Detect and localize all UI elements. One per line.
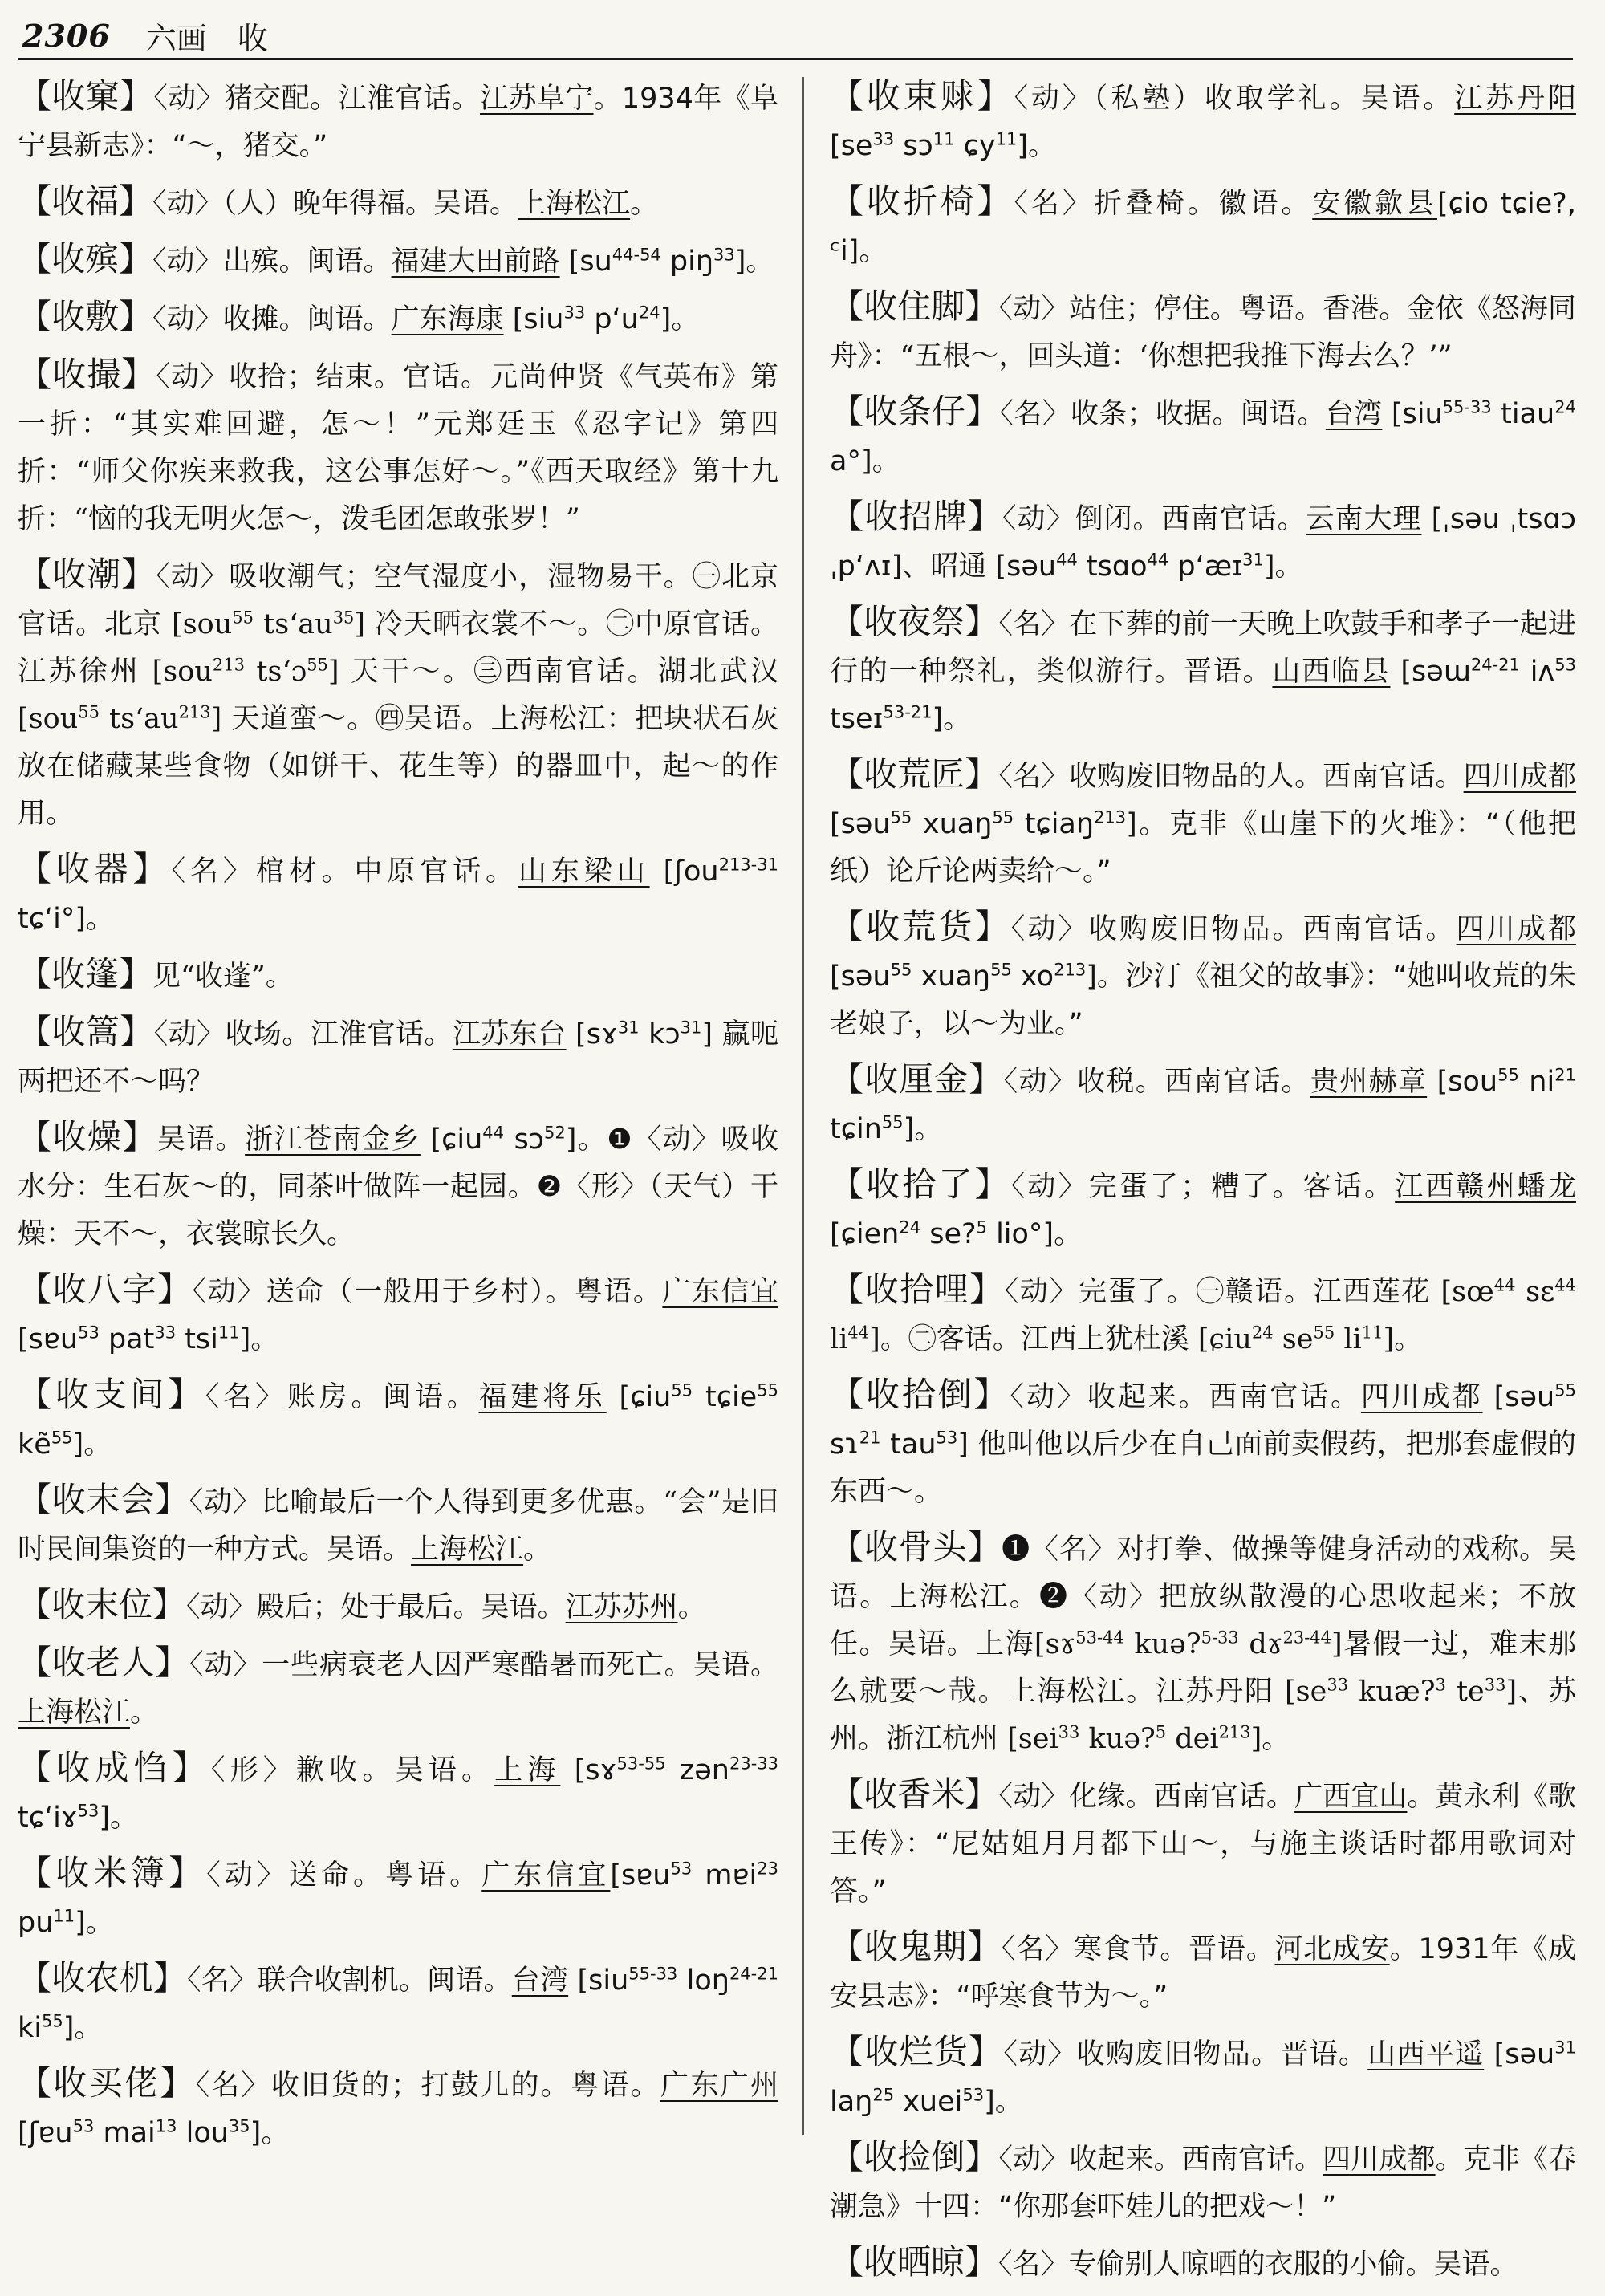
entry-definition: 化缘。西南官话。 [1069, 1781, 1295, 1813]
entry-pronunciation: [ˌsəu ˌtsɑɔ ˌp‘ʌɪ]、昭通 [səu$^{44}$ tsɑo$^{44}$ p‘æɪ$^{31}$]。 [830, 503, 1576, 583]
part-of-speech: 〈动〉 [1003, 2038, 1077, 2070]
dictionary-entry [830, 1266, 1576, 1363]
entry-headword: 【收条仔】 [830, 392, 1000, 431]
entry-definition: 见“收蓬”。 [152, 961, 294, 993]
part-of-speech: 〈动〉 [1003, 1066, 1078, 1098]
entry-headword: 【收撮】 [18, 355, 156, 394]
part-of-speech: 〈名〉 [205, 1381, 287, 1413]
entry-definition: 收起来。西南官话。 [1069, 2144, 1323, 2176]
entry-location: 江苏丹阳 [1454, 83, 1576, 115]
dictionary-entry [18, 1008, 778, 1106]
entry-location: 四川成都 [1456, 913, 1576, 945]
entry-definition: 收摊。闽语。 [222, 303, 392, 335]
dictionary-entry [830, 1055, 1576, 1153]
part-of-speech: 〈名〉 [186, 1965, 258, 1997]
part-of-speech: 〈名〉 [999, 398, 1071, 430]
entry-location: 山西平遥 [1367, 2038, 1485, 2070]
entry-pronunciation: [sɐu$^{53}$ pat$^{33}$ tsi$^{11}$]。 [18, 1323, 279, 1355]
entry-definition: 送命。粤语。 [288, 1859, 482, 1892]
entry-headword: 【收住脚】 [830, 286, 999, 326]
entry-headword: 【收荒匠】 [830, 754, 999, 794]
dictionary-entry [18, 1849, 778, 1947]
entry-pronunciation: [səɯ$^{24-21}$ iʌ$^{53}$ tseɪ$^{53-21}$]。 [830, 655, 1576, 735]
entry-pronunciation: 。1931年《成安县志》：“呼寒食节为～。” [830, 1933, 1576, 2013]
entry-headword: 【收殡】 [18, 239, 153, 278]
part-of-speech: 〈动〉 [1010, 1171, 1089, 1203]
entry-definition: 收场。江淮官话。 [225, 1018, 453, 1050]
entry-definition: 收购废旧物品。晋语。 [1076, 2038, 1368, 2070]
entry-headword: 【收末位】 [18, 1585, 187, 1624]
entry-pronunciation: [sɐu$^{53}$ mɐi$^{23}$ $pu^{11}$]。 [18, 1859, 778, 1939]
part-of-speech: 〈名〉 [998, 608, 1070, 640]
entry-pronunciation: [səu$^{55}$ sɿ$^{21}$ tau$^{53}$] 他叫他以后少在自己面前卖假药，把那套虚假的东西～。 [830, 1380, 1576, 1508]
entry-headword: 【收篷】 [18, 954, 153, 994]
entry-definition: ❶〈名〉对打拳、做操等健身活动的戏称。吴语。上海松江。❷〈动〉把放纵散漫的心思收起来；不放任。吴语。上海[sɤ$^{53-44}$ kuə?$^{5-33}$ dɤ$^{23-44}$]暑假一过，难末那么就要～哉。上海松江。江苏丹阳 [$se^{33}$ kuæ?$^3$ $te^{33}$]、苏州。浙江杭州 [sei$^{33}$ kuə?$^5$ dei$^{213}$]。 [830, 1534, 1576, 1755]
entry-headword: 【收荒货】 [830, 907, 1011, 946]
entry-definition: 吸收潮气；空气湿度小，湿物易干。㊀北京官话。北京 [sou$^{55}$ $ts‘au^{35}$] 冷天晒衣裳不～。㊁中原官话。江苏徐州 [sou$^{213}$ ts‘ɔ$^{55}$] 天干～。㊂西南官话。湖北武汉 [sou$^{55}$ $ts‘au^{213}$] 天道蛮～。㊃吴语。上海松江：把块状石灰放在储藏某些食物（如饼干、花生等）的器皿中，起～的作用。 [18, 561, 778, 830]
entry-headword: 【收拾了】 [830, 1164, 1011, 1204]
entry-headword: 【收篙】 [18, 1012, 154, 1051]
entry-headword: 【收末会】 [18, 1480, 189, 1519]
entry-headword: 【收窠】 [18, 76, 154, 116]
entry-pronunciation: [siu$^{55-33}$ tiau$^{24}$ a°]。 [830, 397, 1576, 477]
entry-location: 广东海康 [391, 303, 504, 335]
entry-headword: 【收拾哩】 [830, 1270, 1005, 1309]
entry-headword: 【收农机】 [18, 1958, 187, 1997]
dictionary-entry [830, 2238, 1576, 2289]
dictionary-entry [18, 551, 778, 838]
page-header [22, 11, 1573, 59]
entry-pronunciation: 。 [523, 1534, 552, 1566]
header-rule [18, 58, 1573, 60]
entry-pronunciation: 。黄永利《歌王传》：“尼姑姐月月都下山～，与施主谈话时都用歌词对答。” [830, 1781, 1576, 1908]
entry-location: 广东信宜 [662, 1276, 778, 1308]
part-of-speech: 〈动〉 [152, 246, 223, 278]
part-of-speech: 〈动〉 [153, 1018, 226, 1050]
entry-pronunciation: [ɕiu$^{55}$ tɕie$^{55}$ kẽ$^{55}$]。 [18, 1380, 778, 1461]
part-of-speech: 〈动〉 [152, 188, 223, 220]
entry-location: 山东梁山 [518, 855, 650, 888]
dictionary-entry [18, 72, 778, 170]
dictionary-entry [18, 845, 778, 943]
dictionary-entry [830, 598, 1576, 743]
part-of-speech: 〈动〉 [156, 361, 230, 393]
part-of-speech: 〈动〉 [189, 1486, 262, 1518]
dictionary-entry [18, 2059, 778, 2157]
entry-pronunciation: [ʃou$^{213-31}$ tɕ‘i°]。 [18, 855, 778, 935]
entry-location: 浙江苍南金乡 [245, 1124, 421, 1156]
entry-headword: 【收鬼期】 [830, 1927, 1002, 1966]
entry-headword: 【收拾倒】 [830, 1375, 1010, 1414]
entry-location: 上海松江 [518, 188, 631, 220]
entry-pronunciation: [sou$^{55}$ $ni^{21}$ tɕin$^{55}$]。 [830, 1065, 1576, 1145]
dictionary-entry [830, 1923, 1576, 2021]
entry-headword: 【收八字】 [18, 1270, 193, 1309]
entry-definition: 收拾；结束。官话。元尚仲贤《气英布》第一折：“其实难回避，怎～！”元郑廷玉《忍字记》第四折：“师父你疾来救我，这公事怎好～。”《西天取经》第十九折：“恼的我无明火怎～，泼毛团怎敢张罗！” [18, 361, 778, 535]
entry-definition: 收购废旧物品。西南官话。 [1088, 913, 1457, 945]
entry-definition: 联合收割机。闽语。 [258, 1965, 512, 1997]
dictionary-entry [18, 235, 778, 286]
part-of-speech: 〈名〉 [195, 2070, 271, 2102]
dictionary-entry [18, 1744, 778, 1842]
entry-definition: 猪交配。江淮官话。 [224, 83, 481, 115]
entry-definition: 在下葬的前一天晚上吹鼓手和孝子一起进行的一种祭礼，类似游行。晋语。 [830, 608, 1576, 688]
dictionary-entry [830, 1770, 1576, 1916]
entry-location: 上海松江 [18, 1697, 131, 1729]
dictionary-entry [18, 351, 778, 543]
entry-definition: 歉收。吴语。 [295, 1754, 495, 1786]
part-of-speech: 〈动〉 [186, 1591, 257, 1623]
entry-definition: 出殡。闽语。 [222, 246, 392, 278]
entry-definition: 收税。西南官话。 [1077, 1066, 1310, 1098]
entry-location: 江苏东台 [452, 1018, 567, 1050]
entry-headword: 【收老人】 [18, 1643, 190, 1682]
entry-headword: 【收夜祭】 [830, 602, 999, 641]
dictionary-entry [18, 1113, 778, 1258]
entry-pronunciation: [sɤ$^{31}$ kɔ$^{31}$] 赢呃两把还不～吗？ [18, 1018, 778, 1098]
entry-definition: 收购废旧物品的人。西南官话。 [1069, 761, 1464, 793]
part-of-speech: 〈动〉 [1014, 83, 1094, 115]
part-of-speech: 〈名〉 [1002, 1933, 1074, 1965]
entry-headword: 【收潮】 [18, 555, 156, 594]
dictionary-entry [830, 72, 1576, 170]
entry-location: 四川成都 [1360, 1381, 1483, 1413]
entry-definition: 收条；收据。闽语。 [1071, 398, 1326, 430]
entry-definition: 比喻最后一个人得到更多优惠。“会”是旧时民间集资的一种方式。吴语。 [18, 1486, 778, 1566]
entry-pronunciation: [siu$^{33}$ $p‘u^{24}$]。 [503, 303, 700, 335]
entry-location: 台湾 [511, 1965, 569, 1997]
entry-definition: 专偷别人晾晒的衣服的小偷。吴语。 [1068, 2249, 1518, 2281]
entry-location: 江苏阜宁 [480, 83, 594, 115]
part-of-speech: 〈动〉 [153, 83, 225, 115]
dictionary-entry [830, 493, 1576, 591]
entry-definition: 站住；停住。粤语。香港。金依《怒海同舟》：“五根～，回头道：‘你想把我推下海去么？’” [830, 293, 1576, 372]
entry-headword: 【收燥】 [18, 1117, 157, 1156]
column-divider [802, 77, 804, 2135]
entry-definition: 完蛋了；糟了。客话。 [1088, 1171, 1396, 1203]
page-number: 2306 [22, 17, 111, 54]
entry-headword: 【收成㤘】 [18, 1748, 211, 1787]
part-of-speech: 〈动〉 [1004, 1276, 1079, 1308]
part-of-speech: 〈动〉 [1002, 503, 1075, 535]
entry-location: 安徽歙县 [1312, 188, 1437, 220]
dictionary-entry [830, 177, 1576, 275]
dictionary-entry [830, 2028, 1576, 2126]
entry-headword: 【收束赇】 [830, 76, 1014, 116]
dictionary-entry [18, 1371, 778, 1469]
dictionary-entry [18, 1639, 778, 1737]
entry-headword: 【收米簿】 [18, 1853, 207, 1892]
part-of-speech: 〈名〉 [998, 761, 1070, 793]
part-of-speech: 〈动〉 [1010, 1381, 1087, 1413]
entry-location: 河北成安 [1274, 1933, 1390, 1965]
entry-location: 江西赣州蟠龙 [1395, 1171, 1576, 1203]
part-of-speech: 〈动〉 [192, 1276, 266, 1308]
entry-definition: （人）晚年得福。吴语。 [222, 188, 518, 220]
right-column [830, 72, 1576, 2296]
entry-definition: 一些病衰老人因严寒酷暑而死亡。吴语。 [262, 1649, 778, 1681]
entry-definition: 殿后；处于最后。吴语。 [256, 1591, 566, 1623]
entry-pronunciation: [ɕio tɕie?, ᶜi]。 [830, 188, 1576, 267]
part-of-speech: 〈动〉 [189, 1649, 262, 1681]
entry-location: 上海 [494, 1754, 561, 1786]
entry-definition: 寒食节。晋语。 [1073, 1933, 1275, 1965]
entry-pronunciation: [$su^{44-54}$ piŋ$^{33}$]。 [559, 245, 774, 278]
entry-definition: （私塾）收取学礼。吴语。 [1093, 83, 1455, 115]
entry-definition: 送命（一般用于乡村）。粤语。 [266, 1276, 663, 1308]
dictionary-entry [830, 1523, 1576, 1763]
part-of-speech: 〈动〉 [998, 1781, 1070, 1813]
dictionary-entry [830, 903, 1576, 1048]
entry-headword: 【收烂货】 [830, 2032, 1004, 2071]
entry-location: 江苏苏州 [565, 1591, 678, 1623]
entry-pronunciation: [səu$^{55}$ xuaŋ$^{55}$ $xo^{213}$]。沙汀《祖父的故事》：“她叫收荒的朱老娘子，以～为业。” [830, 960, 1576, 1040]
entry-headword: 【收折椅】 [830, 181, 1014, 221]
entry-location: 台湾 [1325, 398, 1383, 430]
entry-definition: 折叠椅。徽语。 [1093, 188, 1313, 220]
dictionary-entry [18, 177, 778, 228]
dictionary-entry [830, 388, 1576, 486]
entry-pronunciation: [$se^{33}$ sɔ$^{11}$ ɕy$^{11}$]。 [830, 129, 1056, 162]
entry-headword: 【收晒晾】 [830, 2242, 999, 2282]
part-of-speech: 〈动〉 [1010, 913, 1089, 945]
dictionary-entry [830, 1160, 1576, 1258]
entry-pronunciation: [ɕiu$^{44}$ sɔ$^{52}$]。❶〈动〉吸收水分：生石灰～的，同茶叶做阵一起园。❷〈形〉（天气）干燥：天不～，衣裳晾长久。 [18, 1123, 778, 1250]
part-of-speech: 〈形〉 [210, 1754, 296, 1786]
dictionary-entry [18, 1266, 778, 1363]
entry-pronunciation: 。克非《春潮急》十四：“你那套吓娃儿的把戏～！” [830, 2144, 1576, 2223]
entry-location: 四川成都 [1323, 2144, 1436, 2176]
entry-location: 上海松江 [411, 1534, 524, 1566]
part-of-speech: 〈动〉 [998, 2144, 1070, 2176]
part-of-speech: 〈动〉 [152, 303, 223, 335]
entry-headword: 【收骨头】 [830, 1527, 1002, 1567]
part-of-speech: 〈名〉 [1014, 188, 1094, 220]
part-of-speech: 〈名〉 [171, 855, 256, 888]
entry-pronunciation: [səu$^{55}$ xuaŋ$^{55}$ tɕiaŋ$^{213}$]。克非《山崖下的火堆》：“（他把纸）论斤论两卖给～。” [830, 807, 1576, 888]
entry-headword: 【收福】 [18, 181, 153, 221]
entry-definition: 收起来。西南官话。 [1087, 1381, 1361, 1413]
dictionary-entry [830, 2133, 1576, 2231]
entry-location: 广东广州 [660, 2070, 778, 2102]
entry-headword: 【收香米】 [830, 1774, 999, 1814]
dictionary-entry [18, 1954, 778, 2052]
entry-pronunciation: [sɤ$^{53-55}$ zən$^{23-33}$ tɕ‘iɤ$^{53}$]。 [18, 1753, 778, 1834]
entry-definition: 收旧货的；打鼓儿的。粤语。 [271, 2070, 661, 2102]
entry-pronunciation: 。 [130, 1697, 159, 1729]
entry-location: 贵州赫章 [1310, 1066, 1428, 1098]
entry-pronunciation: [ɕien$^{24}$ se?$^5$ lio°]。 [830, 1217, 1083, 1250]
dictionary-entry [18, 950, 778, 1001]
entry-pronunciation: [siu$^{55-33}$ loŋ$^{24-21}$ $ki^{55}$]。 [18, 1964, 778, 2044]
entry-definition: 账房。闽语。 [286, 1381, 479, 1413]
entry-headword: 【收器】 [18, 849, 172, 888]
part-of-speech: 〈名〉 [998, 2249, 1069, 2281]
entry-location: 福建大田前路 [391, 246, 560, 278]
entry-pronunciation: [səu$^{31}$ laŋ$^{25}$ xuei$^{53}$]。 [830, 2038, 1576, 2118]
entry-definition: 棺材。中原官话。 [255, 855, 518, 888]
section-title: 六画 收 [145, 20, 268, 56]
entry-pronunciation: 。1934年《阜宁县新志》：“～，猪交。” [18, 83, 778, 162]
dictionary-entry [830, 282, 1576, 380]
dictionary-entry [830, 1371, 1576, 1516]
dictionary-entry [830, 750, 1576, 896]
entry-location: 云南大理 [1306, 503, 1422, 535]
entry-location: 福建将乐 [478, 1381, 607, 1413]
part-of-speech: 〈动〉 [998, 293, 1070, 325]
left-column [18, 72, 778, 2164]
part-of-speech: 〈动〉 [206, 1859, 289, 1892]
entry-location: 四川成都 [1463, 761, 1576, 793]
entry-pronunciation: 。 [630, 188, 659, 220]
entry-headword: 【收敷】 [18, 297, 153, 336]
entry-definition: 吴语。 [156, 1124, 246, 1156]
dictionary-entry [18, 1476, 778, 1574]
entry-pronunciation: [ʃɐu$^{53}$ mai$^{13}$ lou$^{35}$]。 [18, 2116, 290, 2149]
entry-headword: 【收捡倒】 [830, 2137, 999, 2176]
dictionary-entry [18, 1581, 778, 1632]
dictionary-entry [18, 293, 778, 343]
entry-pronunciation: 。 [677, 1591, 706, 1623]
entry-headword: 【收厘金】 [830, 1059, 1004, 1099]
entry-location: 广东信宜 [482, 1859, 611, 1892]
entry-definition: 完蛋了。㊀赣语。江西莲花 [$sœ^{44}$ sɛ$^{44}$ $li^{44}$]。㊁客话。江西上犹杜溪 [ɕiu$^{24}$ $se^{55}$ $li^{11}$]。 [830, 1275, 1576, 1355]
part-of-speech: 〈动〉 [156, 561, 230, 593]
entry-headword: 【收支间】 [18, 1375, 205, 1414]
entry-headword: 【收买佬】 [18, 2063, 196, 2103]
entry-headword: 【收招牌】 [830, 497, 1002, 536]
entry-definition: 倒闭。西南官话。 [1075, 503, 1306, 535]
entry-location: 山西临县 [1272, 656, 1391, 688]
entry-location: 广西宜山 [1294, 1781, 1408, 1813]
